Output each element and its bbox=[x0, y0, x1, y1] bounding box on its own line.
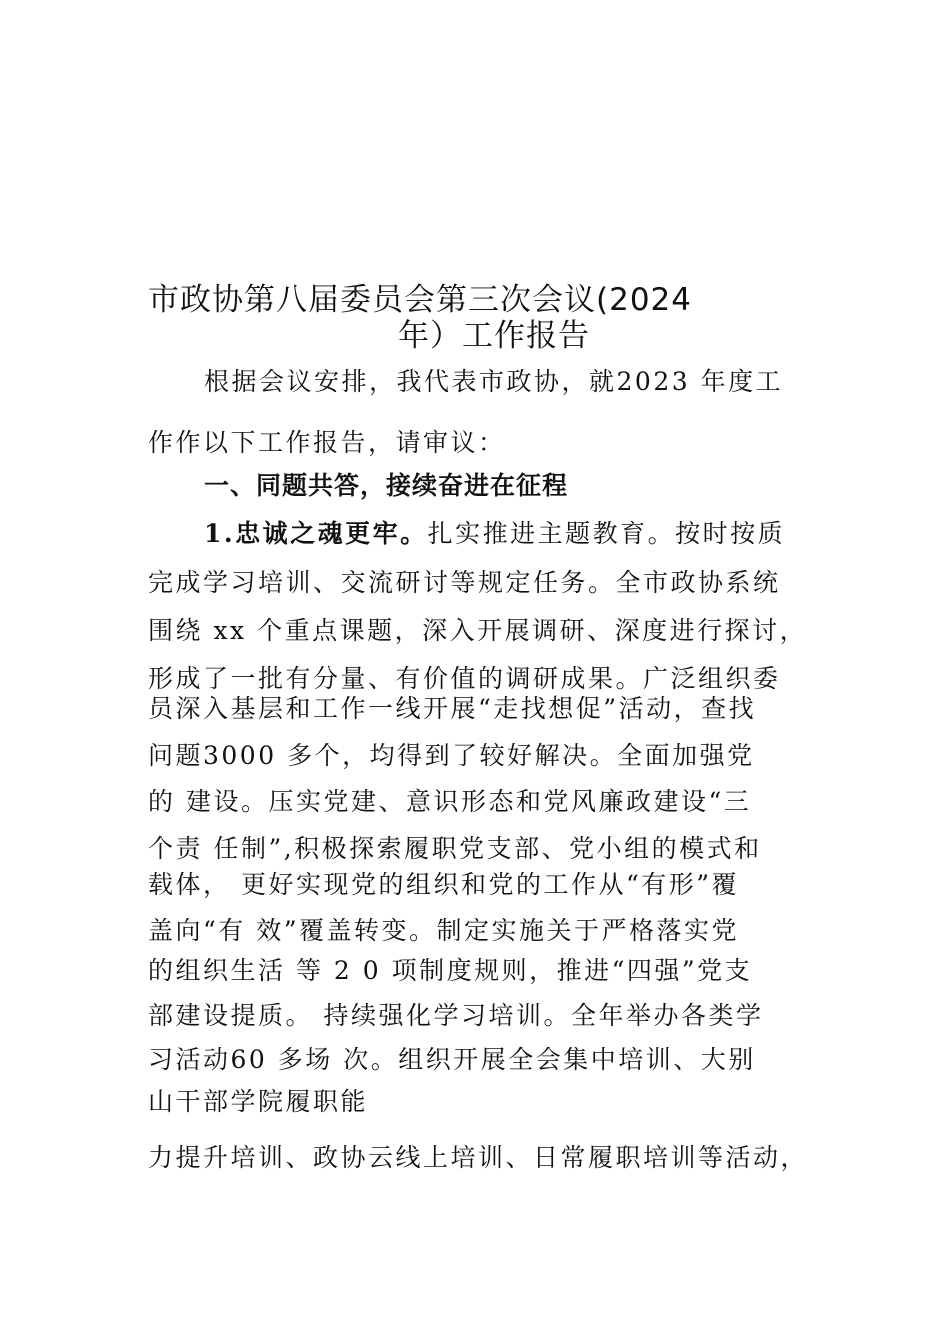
section-heading-1: 一、同题共答，接续奋进在征程 bbox=[204, 471, 569, 500]
paragraph-line: 形成了一批有分量、有价值的调研成果。广泛组织委 bbox=[148, 664, 781, 693]
paragraph-1-line-1 bbox=[204, 514, 785, 550]
paragraph-line-continued: 力提升培训、政协云线上培训、日常履职培训等活动， bbox=[148, 1143, 809, 1172]
paragraph-line: 问题3000 多个，均得到了较好解决。全面加强党 bbox=[148, 741, 755, 770]
report-title-line-1: 市政协第八届委员会第三次会议(2024 bbox=[148, 282, 692, 318]
paragraph-line: 的组织生活 等 2 0 项制度规则，推进“四强”党支 bbox=[148, 956, 753, 985]
intro-line-2: 作作以下工作报告，请审议： bbox=[148, 428, 506, 457]
paragraph-line: 的 建设。压实党建、意识形态和党风廉政建设“三 bbox=[148, 787, 752, 816]
paragraph-line: 载体， 更好实现党的组织和党的工作从“有形”覆 bbox=[148, 870, 740, 899]
paragraph-line: 部建设提质。 持续强化学习培训。全年举办各类学 bbox=[148, 1001, 764, 1030]
paragraph-line: 个责 任制”,积极探索履职党支部、党小组的模式和 bbox=[148, 834, 762, 863]
paragraph-line: 围绕 xx 个重点课题，深入开展调研、深度进行探讨， bbox=[148, 616, 808, 645]
report-title-line-2: 年）工作报告 bbox=[398, 318, 590, 354]
paragraph-line: 盖向“有 效”覆盖转变。制定实施关于严格落实党 bbox=[148, 916, 740, 945]
paragraph-1-lead: 1.忠诚之魂更牢。 bbox=[204, 519, 428, 548]
paragraph-line: 山干部学院履职能 bbox=[148, 1087, 369, 1116]
paragraph-line: 完成学习培训、交流研讨等规定任务。全市政协系统 bbox=[148, 568, 781, 597]
paragraph-line: 习活动60 多场 次。组织开展全会集中培训、大别 bbox=[148, 1045, 756, 1074]
intro-line-1: 根据会议安排，我代表市政协，就2023 年度工 bbox=[204, 367, 784, 396]
paragraph-line: 员深入基层和工作一线开展“走找想促”活动，查找 bbox=[148, 694, 757, 723]
paragraph-1-line-1-text: 扎实推进主题教育。按时按质 bbox=[427, 519, 786, 548]
